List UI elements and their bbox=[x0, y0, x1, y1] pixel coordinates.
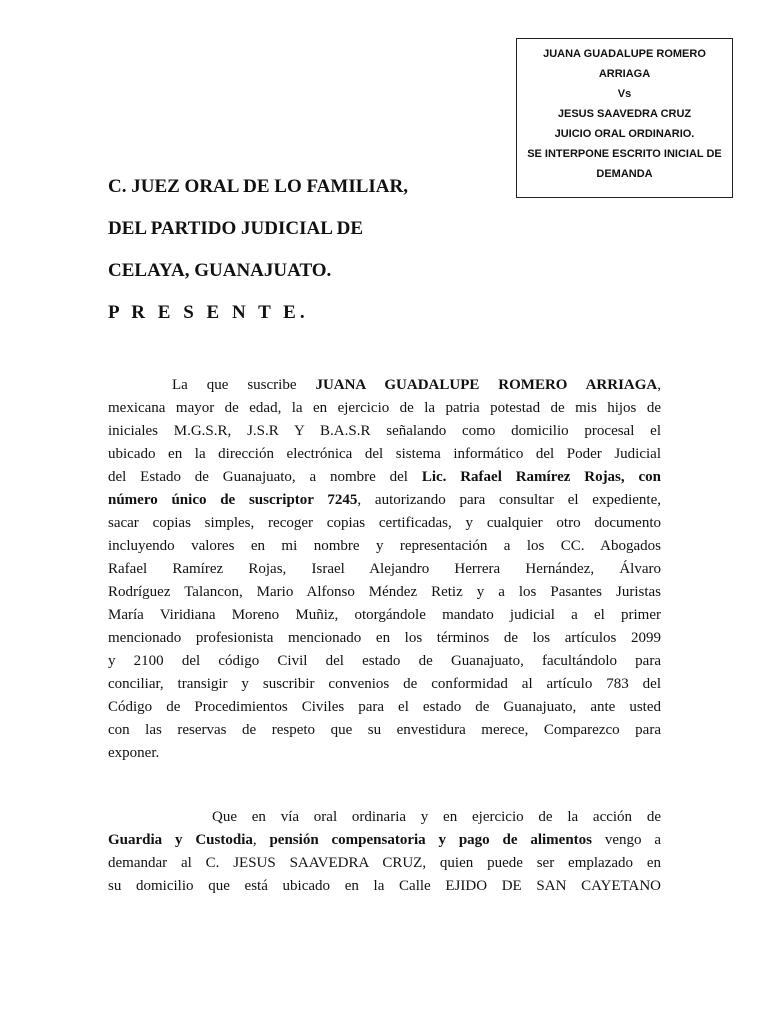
addressee-block bbox=[108, 172, 408, 340]
paragraph-line: La que suscribe JUANA GUADALUPE ROMERO ARRIAGA, bbox=[172, 377, 661, 393]
paragraph-line: iniciales M.G.S.R, J.S.R Y B.A.S.R señalando como domicilio procesal el bbox=[108, 423, 661, 439]
paragraph-line: del Estado de Guanajuato, a nombre del Lic. Rafael Ramírez Rojas, con bbox=[108, 469, 661, 485]
paragraph-line: incluyendo valores en mi nombre y representación a los CC. Abogados bbox=[108, 538, 661, 554]
paragraph-line: ubicado en la dirección electrónica del sistema informático del Poder Judicial bbox=[108, 446, 661, 462]
paragraph-line: Que en vía oral ordinaria y en ejercicio de la acción de bbox=[212, 809, 661, 825]
paragraph-line: número único de suscriptor 7245, autorizando para consultar el expediente, bbox=[108, 492, 661, 508]
paragraph-line: sacar copias simples, recoger copias certificadas, y cualquier otro documento bbox=[108, 515, 661, 531]
paragraph-line: conciliar, transigir y suscribir convenios de conformidad al artículo 783 del bbox=[108, 676, 661, 692]
caption-trial-type: JUICIO ORAL ORDINARIO. bbox=[554, 128, 695, 140]
addressee-judge: C. JUEZ ORAL DE LO FAMILIAR, bbox=[108, 176, 408, 197]
paragraph-line: mencionado profesionista mencionado en los términos de los artículos 2099 bbox=[108, 630, 661, 646]
paragraph-claim bbox=[108, 806, 661, 898]
paragraph-line: su domicilio que está ubicado en la Calle EJIDO DE SAN CAYETANO bbox=[108, 878, 661, 894]
plaintiff-name: JUANA GUADALUPE ROMERO ARRIAGA bbox=[315, 377, 658, 393]
paragraph-introduction bbox=[108, 374, 661, 765]
addressee-city: CELAYA, GUANAJUATO. bbox=[108, 260, 332, 281]
paragraph-line: demandar al C. JESUS SAAVEDRA CRUZ, quien puede ser emplazado en bbox=[108, 855, 661, 871]
support-claim: pensión compensatoria y pago de alimentos bbox=[269, 832, 592, 848]
paragraph-line: mexicana mayor de edad, la en ejercicio de la patria potestad de mis hijos de bbox=[108, 400, 661, 416]
paragraph-line: Rodríguez Talancon, Mario Alfonso Méndez Retiz y a los Pasantes Juristas bbox=[108, 584, 661, 600]
addressee-presente: P R E S E N T E. bbox=[108, 302, 309, 323]
subscriber-number: número único de suscriptor 7245 bbox=[108, 492, 358, 508]
caption-defendant: JESUS SAAVEDRA CRUZ bbox=[557, 108, 692, 120]
paragraph-line: Código de Procedimientos Civiles para el estado de Guanajuato, ante usted bbox=[108, 699, 661, 715]
paragraph-line: Guardia y Custodia, pensión compensatoria y pago de alimentos vengo a bbox=[108, 832, 661, 848]
caption-filing-cont: DEMANDA bbox=[596, 168, 653, 180]
custody-claim: Guardia y Custodia bbox=[108, 832, 253, 848]
paragraph-line: con las reservas de respeto que su envestidura merece, Comparezco para bbox=[108, 722, 661, 738]
caption-filing: SE INTERPONE ESCRITO INICIAL DE bbox=[527, 148, 722, 160]
caption-plaintiff: JUANA GUADALUPE ROMERO bbox=[543, 48, 706, 60]
attorney-name: Lic. Rafael Ramírez Rojas, con bbox=[421, 469, 661, 485]
caption-versus: Vs bbox=[617, 88, 632, 100]
caption-plaintiff-cont: ARRIAGA bbox=[598, 68, 651, 80]
case-caption-box bbox=[516, 38, 733, 198]
paragraph-line: y 2100 del código Civil del estado de Guanajuato, facultándolo para bbox=[108, 653, 661, 669]
paragraph-line: Rafael Ramírez Rojas, Israel Alejandro Herrera Hernández, Álvaro bbox=[108, 561, 661, 577]
paragraph-line: exponer. bbox=[108, 745, 160, 761]
paragraph-line: María Viridiana Moreno Muñiz, otorgándole mandato judicial a el primer bbox=[108, 607, 661, 623]
addressee-district: DEL PARTIDO JUDICIAL DE bbox=[108, 218, 363, 239]
